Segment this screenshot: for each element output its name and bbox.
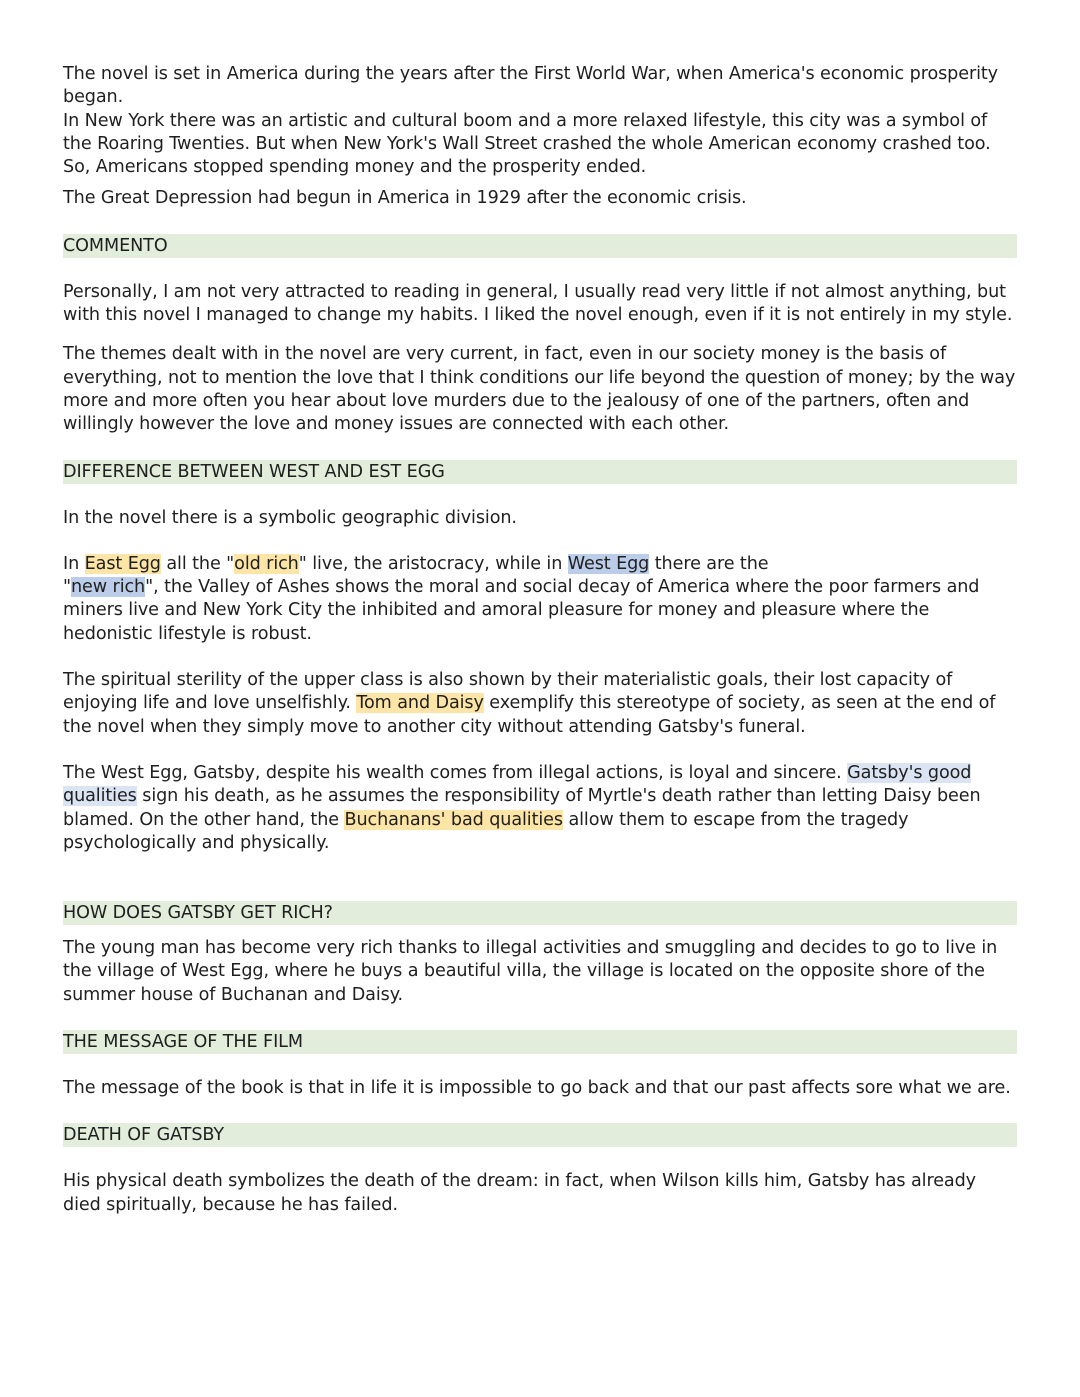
- section-heading-difference: DIFFERENCE BETWEEN WEST AND EST EGG: [63, 460, 1017, 484]
- difference-paragraph-1: In the novel there is a symbolic geographic division.: [63, 507, 517, 528]
- intro-paragraph-1: The novel is set in America during the years after the First World War, when America's economic prosperity began.: [63, 64, 998, 108]
- message-paragraph-1: The message of the book is that in life it is impossible to go back and that our past affects sore what we are.: [63, 1078, 1011, 1099]
- commento-paragraph-1: Personally, I am not very attracted to reading in general, I usually read very little if not almost anything, but with this novel I managed to change my habits. I liked the novel enough, even if it is not entirely in my style.: [63, 281, 1013, 326]
- highlight-west-egg: West Egg: [567, 553, 650, 574]
- section-heading-message: THE MESSAGE OF THE FILM: [63, 1030, 1017, 1054]
- highlight-buchanans-bad-qualities: Buchanans' bad qualities: [344, 809, 563, 830]
- highlight-old-rich: old rich: [234, 553, 299, 574]
- section-heading-death: DEATH OF GATSBY: [63, 1123, 1017, 1147]
- difference-paragraph-4: The West Egg, Gatsby, despite his wealth comes from illegal actions, is loyal and sincere. Gatsby's good qualities sign his death, as he assumes the responsibility of Myrtle's death rather than letting Daisy been blamed. On the other hand, the Buchanans' bad qualities allow them to escape from the tragedy psychologically and physically.: [63, 762, 981, 853]
- highlight-east-egg: East Egg: [84, 553, 161, 574]
- difference-paragraph-3: The spiritual sterility of the upper class is also shown by their materialistic goals, their lost capacity of enjoying life and love unselfishly. Tom and Daisy exemplify this stereotype of society, as seen at the end of the novel when they simply move to another city without attending Gatsby's funeral.: [63, 670, 996, 737]
- intro-paragraph-3: The Great Depression had begun in America in 1929 after the economic crisis.: [63, 188, 747, 209]
- highlight-gatsby-good-qualities: Gatsby's good qualities: [63, 762, 972, 807]
- difference-paragraph-2: In East Egg all the "old rich" live, the aristocracy, while in West Egg there are the "new rich", the Valley of Ashes shows the moral and social decay of America where the poor farmers and miners live and New York City the inhibited and amoral pleasure for money and pleasure where the hedonistic lifestyle is robust.: [63, 553, 980, 644]
- rich-paragraph-1: The young man has become very rich thanks to illegal activities and smuggling and decides to go to live in the village of West Egg, where he buys a beautiful villa, the village is located on the opposite shore of the summer house of Buchanan and Daisy.: [63, 938, 998, 1005]
- document-page: [63, 63, 1017, 1217]
- death-paragraph-1: His physical death symbolizes the death of the dream: in fact, when Wilson kills him, Gatsby has already died spiritually, because he has failed.: [63, 1171, 976, 1215]
- highlight-new-rich: new rich: [71, 577, 146, 598]
- highlight-tom-and-daisy: Tom and Daisy: [356, 693, 484, 714]
- section-heading-commento: COMMENTO: [63, 234, 1017, 258]
- commento-paragraph-2: The themes dealt with in the novel are very current, in fact, even in our society money is the basis of everything, not to mention the love that I think conditions our life beyond the question of money; by the way more and more often you hear about love murders due to the jealousy of one of the partners, often and willingly however the love and money issues are connected with each other.: [63, 344, 1016, 435]
- section-heading-rich: HOW DOES GATSBY GET RICH?: [63, 901, 1017, 925]
- intro-paragraph-2: In New York there was an artistic and cultural boom and a more relaxed lifestyle, this city was a symbol of the Roaring Twenties. But when New York's Wall Street crashed the whole American economy crashed too. So, Americans stopped spending money and the prosperity ended.: [63, 110, 991, 178]
